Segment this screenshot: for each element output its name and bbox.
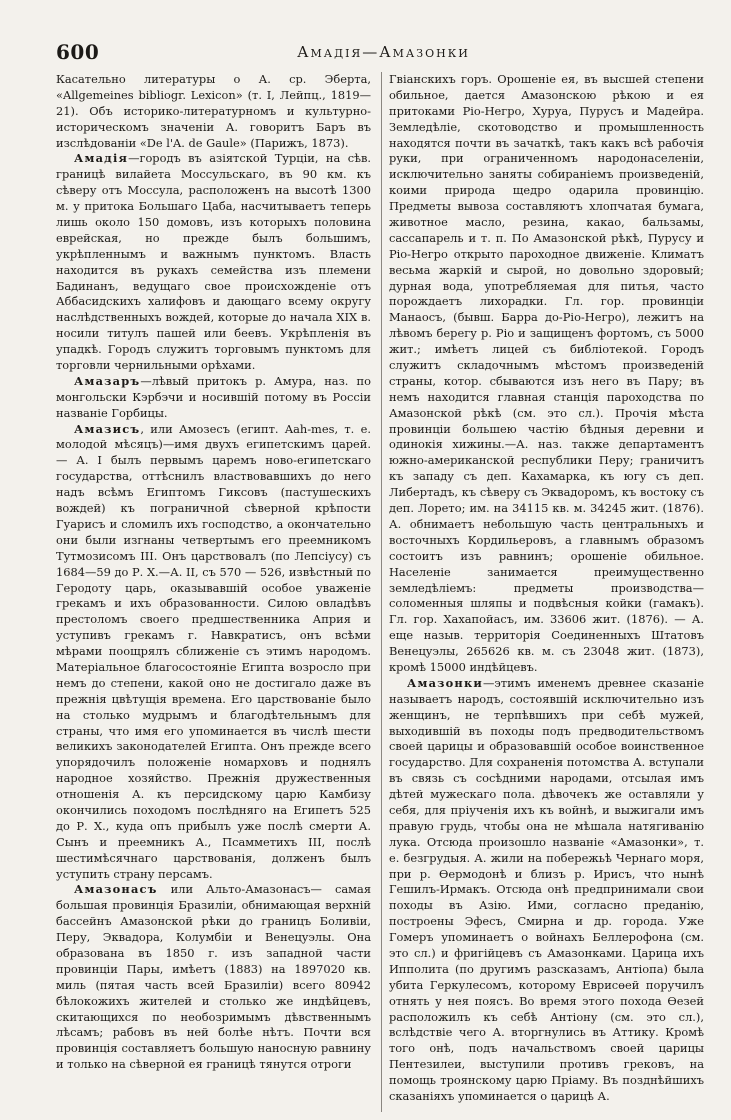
entry-text: Гвiанскихъ горъ. Орошенiе ея, въ высшей степени обильное, дается Амазонскою рѣкою и ея притоками Рiо-Негро, Хуруа, Пурусъ и Мадейра. Земледѣлiе, скотоводство и промышленность находятся почти въ зачаткѣ, такъ какъ всѣ рабочiя руки, при ограниченномъ народонаселенiи, исключительно заняты собиранiемъ произведенiй, коими природа щедро одарила провинцiю. Предметы вывоза составляютъ хлопчатая бумага, животное масло, резина, какао, бальзамы, сассапарель и т. п. По Амазонской рѣкѣ, Пурусу и Рiо-Негро открыто пароходное движенiе. Климатъ весьма жаркiй и сырой, но довольно здоровый; дурная вода, употребляемая для питья, часто порождаетъ лихорадки. Гл. гор. провинцiи Манаосъ, (бывш. Барра до-Рiо-Негро), лежитъ на лѣвомъ берегу р. Рiо и защищенъ фортомъ, съ 5000 жит.; имѣетъ лицей съ библiотекой. Городъ служитъ складочнымъ мѣстомъ произведенiй страны, котор. сбываются изъ него въ Пару; въ немъ находится главная станцiя пароходства по Амазонской рѣкѣ (см. это сл.). Прочiя мѣста провинцiи большею частiю бѣдныя деревни и одинокiя хижины.—А. наз. также департаментъ южно-американской республики Перу; граничитъ къ западу съ деп. Кахамарка, къ югу съ деп. Либертадъ, къ сѣверу съ Эквадоромъ, къ востоку съ деп. Лорето; им. на 34115 кв. м. 34245 жит. (1876). А. обнимаетъ небольшую часть центральныхъ и восточныхъ Кордильеровъ, а главнымъ образомъ состоитъ изъ равнинъ; орошенiе обильное. Населенiе занимается преимущественно земледѣлiемъ: предметы производства—соломенныя шляпы и подвѣсныя койки (гамакъ). Гл. гор. Хахапойасъ, им. 33606 жит. (1876). — А. еще назыв. территорiя Соединенныхъ Штатовъ Венецуэлы, 265626 кв. м. съ 23048 жит. (1873), кромѣ 15000 индѣйцевъ.	[389, 72, 704, 674]
entry-headword: Амадiя	[74, 151, 129, 166]
page-header	[56, 40, 711, 64]
column-divider	[381, 72, 382, 1112]
entry-paragraph	[389, 72, 704, 676]
entry-paragraph	[56, 422, 371, 883]
entry-headword: Амазонки	[407, 675, 484, 690]
entry-text: или Альто-Амазонасъ— самая большая провинцiя Бразилiи, обнимающая верхнiй бассейнъ Амазонской рѣки до границъ Боливiи, Перу, Эквадора, Колумбiи и Венецуэлы. Она образована въ 1850 г. изъ западной части провинцiи Пары, имѣетъ (1883) на 1897020 кв. миль (пятая часть всей Бразилiи) всего 80942 бѣлокожихъ жителей и столько же индѣйцевъ, скитающихся по необозримымъ дѣвственнымъ лѣсамъ; рабовъ въ ней болѣе нѣтъ. Почти вся провинцiя составляетъ большую наносную равнину и только на сѣверной ея границѣ тянутся отроги	[56, 882, 371, 1072]
entry-paragraph	[389, 676, 704, 1105]
entry-headword: Амазисъ	[74, 421, 141, 436]
left-column	[56, 72, 371, 1073]
entry-headword: Амазонасъ	[74, 882, 158, 897]
entry-text: —этимъ именемъ древнее сказанiе называетъ народъ, состоявшiй исключительно изъ женщинъ, не терпѣвшихъ при себѣ мужей, выходившiй въ походы подъ предводительствомъ своей царицы и образовавшiй особое воинственное государство. Для сохраненiя потомства А. вступали въ связь съ сосѣдними народами, отсылая имъ дѣтей мужескаго пола. дѣвочекъ же оставляли у себя, для прiученiя ихъ къ войнѣ, и выжигали имъ правую грудь, чтобы она не мѣшала натягиванiю лука. Отсюда произошло названiе «Амазонки», т. е. безгрудыя. А. жили на побережьѣ Чернаго моря, при р. Өермодонѣ и близъ р. Ирисъ, что нынѣ Гешилъ-Ирмакъ. Отсюда онѣ предпринимали свои походы въ Азiю. Ими, согласно преданiю, построены Эфесъ, Смирна и др. города. Уже Гомеръ упоминаетъ о войнахъ Беллерофона (см. это сл.) и фригiйцевъ съ Амазонками. Царица ихъ Ипполита (по другимъ разсказамъ, Антiопа) была убита Геркулесомъ, которому Еврисөей поручилъ отнять у нея поясъ. Во время этого похода Өезей расположилъ къ себѣ Антiону (см. это сл.), вслѣдствiе чего А. вторгнулись въ Аттику. Кромѣ того онѣ, подъ начальствомъ своей царицы Пентезилеи, выступили противъ грековъ, на помощь троянскому царю Прiаму. Въ позднѣйшихъ сказанiяхъ упоминается о царицѣ А.	[389, 675, 704, 1103]
entry-paragraph	[56, 374, 371, 422]
page-number: 600	[56, 40, 100, 64]
entry-text: —городъ въ азiятской Турцiи, на сѣв. границѣ вилайета Моссульскаго, въ 90 км. къ сѣверу отъ Моссула, расположенъ на высотѣ 1300 м. у притока Большаго Цаба, насчитываетъ теперь лишь около 150 домовъ, изъ которыхъ половина еврейская, но прежде былъ большимъ, укрѣпленнымъ и важнымъ пунктомъ. Власть находится въ рукахъ семейства изъ племени Бадинанъ, ведущаго свое происхожденiе отъ Аббасидскихъ халифовъ и дающаго всему округу наслѣдственныхъ вождей, которые до начала XIX в. носили титулъ пашей или беевъ. Укрѣпленiя въ упадкѣ. Городъ служитъ торговымъ пунктомъ для торговли чернильными орѣхами.	[56, 151, 372, 373]
right-column	[389, 72, 704, 1105]
entry-paragraph	[56, 882, 371, 1073]
running-head: Амадiя—Амазонки	[297, 43, 470, 61]
entry-text: Касательно литературы о А. ср. Эберта, «Allgemeines bibliogr. Lexicon» (т. I, Лейпц., 1819—21). Объ историко-литературномъ и культурно-историческомъ значенiи А. говоритъ Баръ въ изслѣдованiи «De l'A. de Gaule» (Парижъ, 1873).	[56, 72, 371, 150]
entry-headword: Амазаръ	[74, 373, 141, 388]
entry-paragraph	[56, 151, 371, 373]
entry-text: , или Амозесъ (египт. Aah-mes, т. е. молодой мѣсяцъ)—имя двухъ египетскимъ царей. — А. I былъ первымъ царемъ ново-египетскаго государства, оттѣснилъ властвовавшихъ до него надъ всѣмъ Египтомъ Гиксовъ (пастушескихъ вождей) къ пограничной сѣверной крѣпости Гуарисъ и сломилъ ихъ господство, а окончательно они были изгнаны четвертымъ его преемникомъ Тутмозисомъ III. Онъ царствовалъ (по Лепсiусу) съ 1684—59 до Р. Х.—А. II, съ 570 — 526, извѣстный по Геродоту царь, оказывавшiй особое уваженiе грекамъ и ихъ образованности. Силою овладѣвъ престоломъ своего предшественника Априя и уступивъ грекамъ г. Навкратисъ, онъ всѣми мѣрами поощрялъ сближенiе съ этимъ народомъ. Матерiальное благосостоянiе Египта возросло при немъ до степени, какой оно не достигало даже въ прежнiя цвѣтущiя времена. Его царствованiе было на столько мудрымъ и благодѣтельнымъ для страны, что имя его упоминается въ числѣ шести великихъ законодателей Египта. Онъ прежде всего упорядочилъ положенiе номарховъ и поднялъ народное хозяйство. Прежнiя дружественныя отношенiя А. къ персидскому царю Камбизу окончились походомъ послѣдняго на Египетъ 525 до Р. Х., куда опъ прибылъ уже послѣ смерти А. Сынъ и преемникъ А., Псамметихъ III, послѣ шестимѣсячнаго царствованiя, долженъ былъ уступить страну персамъ.	[56, 421, 371, 881]
entry-text: —лѣвый притокъ р. Амура, наз. по монгольски Кэрбэчи и носившiй потому въ Россiи названiе Горбицы.	[56, 373, 371, 420]
entry-paragraph	[56, 72, 371, 151]
